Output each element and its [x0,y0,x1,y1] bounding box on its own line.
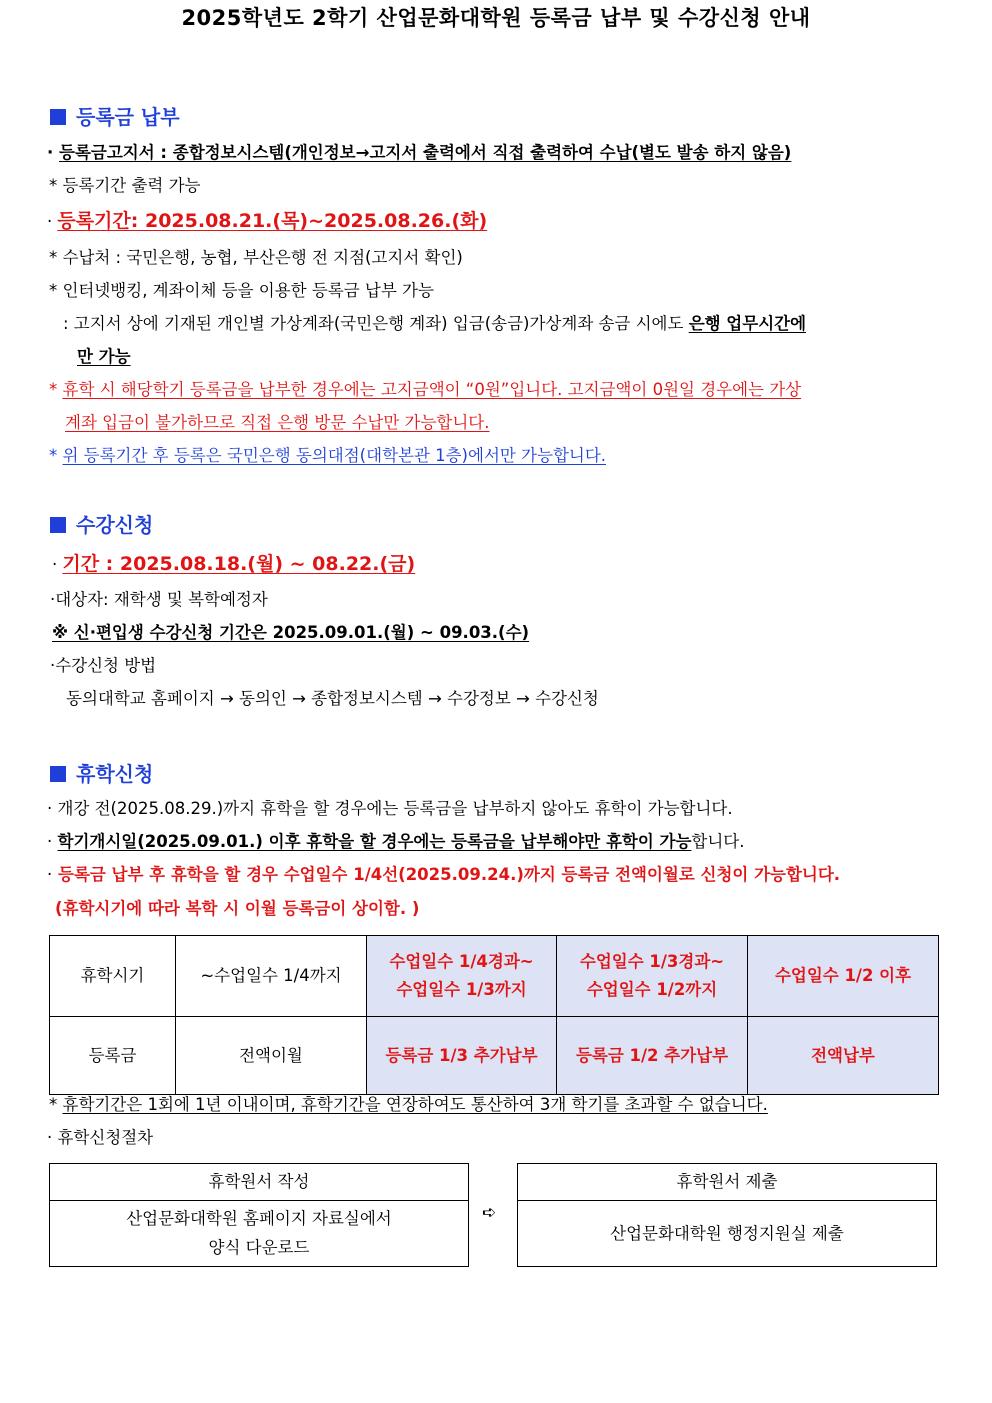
leave-procedure-label: · 휴학신청절차 [47,1128,154,1147]
tuition-bill-line: · 등록금고지서 : 종합정보시스템(개인정보→고지서 출력에서 직접 출력하여 수납(별도 발송 하지 않음) [47,143,792,162]
tuition-period-line: · 등록기간: 2025.08.21.(목)~2025.08.26.(화) [47,210,488,232]
table-cell: 전액이월 [176,1017,367,1095]
tuition-bill-text: 등록금고지서 : 종합정보시스템(개인정보→고지서 출력에서 직접 출력하여 수납(별도 발송 하지 않음) [59,143,792,162]
table-cell: 수업일수 1/4경과~ 수업일수 1/3까지 [367,936,557,1017]
table-cell: ~수업일수 1/4까지 [176,936,367,1017]
table-cell: 등록금 1/3 추가납부 [367,1017,557,1095]
section-heading-course: 수강신청 [50,509,153,538]
course-new-students-note: ※ 신·편입생 수강신청 기간은 2025.09.01.(월) ~ 09.03.(수) [52,623,530,642]
table-row [50,1017,939,1095]
procedure-step-write [49,1163,469,1267]
table-cell: 등록금 1/2 추가납부 [557,1017,748,1095]
square-bullet-icon [50,109,66,125]
tuition-internet-note: * 인터넷뱅킹, 계좌이체 등을 이용한 등록금 납부 가능 [49,281,434,300]
page-title: 2025학년도 2학기 산업문화대학원 등록금 납부 및 수강신청 안내 [181,6,811,30]
leave-line1: · 개강 전(2025.08.29.)까지 휴학을 할 경우에는 등록금을 납부하지 않아도 휴학이 가능합니다. [47,799,733,818]
tuition-leave-note: * 휴학 시 해당학기 등록금을 납부한 경우에는 고지금액이 “0원”입니다. 고지금액이 0원일 경우에는 가상 [49,380,802,399]
leave-line2: · 학기개시일(2025.09.01.) 이후 휴학을 할 경우에는 등록금을 납부해야만 휴학이 가능합니다. [47,832,745,851]
course-period-text: 기간 : 2025.08.18.(월) ~ 08.22.(금) [62,553,416,575]
tuition-bill-note: * 등록기간 출력 가능 [49,176,201,195]
leave-line3: · 등록금 납부 후 휴학을 할 경우 수업일수 1/4선(2025.09.24.)까지 등록금 전액이월로 신청이 가능합니다. [47,865,841,884]
procedure-step-title: 휴학원서 제출 [518,1164,936,1201]
tuition-virtual-account-line: : 고지서 상에 기재된 개인별 가상계좌(국민은행 계좌) 입금(송금)가상계좌 송금 시에도 은행 업무시간에 [63,314,807,333]
course-target: ·대상자: 재학생 및 복학예정자 [50,590,268,609]
procedure-step-submit [517,1163,937,1267]
tuition-virtual-account-line2: 만 가능 [77,347,131,366]
tuition-bank-note: * 수납처 : 국민은행, 농협, 부산은행 전 지점(고지서 확인) [49,248,463,267]
table-cell: 휴학시기 [50,936,176,1017]
leave-limit-note: * 휴학기간은 1회에 1년 이내이며, 휴학기간을 연장하여도 통산하여 3개 학기를 초과할 수 없습니다. [49,1095,768,1114]
tuition-period-text: 등록기간: 2025.08.21.(목)~2025.08.26.(화) [57,210,488,232]
section-heading-leave: 휴학신청 [50,758,153,787]
tuition-leave-note-line2: 계좌 입금이 불가하므로 직접 은행 방문 수납만 가능합니다. [65,413,490,432]
course-method-label: ·수강신청 방법 [50,656,157,675]
procedure-step-body: 산업문화대학원 행정지원실 제출 [610,1223,844,1243]
table-cell: 수업일수 1/2 이후 [748,936,939,1017]
square-bullet-icon [50,766,66,782]
table-cell: 전액납부 [748,1017,939,1095]
section-heading-tuition: 등록금 납부 [50,101,180,130]
square-bullet-icon [50,517,66,533]
course-method-path: 동의대학교 홈페이지 → 동의인 → 종합정보시스템 → 수강정보 → 수강신청 [66,689,599,708]
procedure-step-body: 산업문화대학원 홈페이지 자료실에서 양식 다운로드 [126,1209,392,1257]
procedure-step-title: 휴학원서 작성 [50,1164,468,1201]
tuition-late-note: * 위 등록기간 후 등록은 국민은행 동의대점(대학본관 1층)에서만 가능합니다. [49,446,607,465]
arrow-right-icon: ➪ [482,1203,497,1223]
table-cell: 등록금 [50,1017,176,1095]
leave-line4: (휴학시기에 따라 복학 시 이월 등록금이 상이함. ) [55,899,420,918]
table-cell: 수업일수 1/3경과~ 수업일수 1/2까지 [557,936,748,1017]
table-row [50,936,939,1017]
leave-tuition-table [49,935,939,1095]
course-period-line: · 기간 : 2025.08.18.(월) ~ 08.22.(금) [52,553,416,575]
